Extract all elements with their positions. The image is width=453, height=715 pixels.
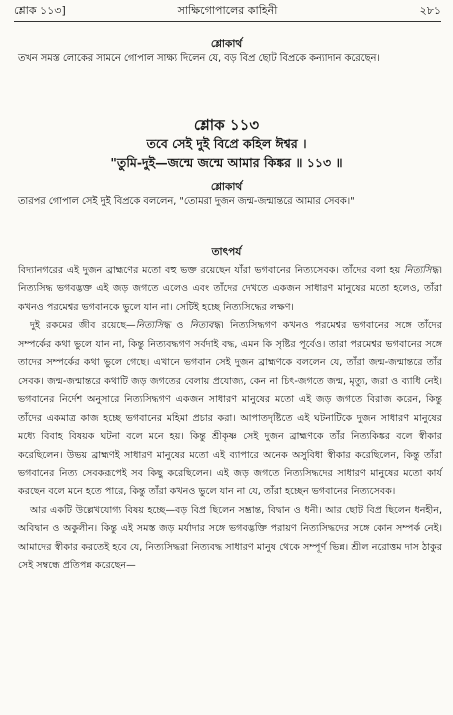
translation-text-1: তখন সমস্ত লোকের সামনে গোপাল সাক্ষ্য দিলেন যে, বড় বিপ্র ছোট বিপ্রকে কন্যাদান করেছেন।	[18, 53, 380, 64]
header-page-number: ২৮১	[419, 4, 441, 17]
purport-paragraph-2: দুই রকমের জীব রয়েছে—নিত্যসিদ্ধ ও নিত্যবদ্ধ। নিত্যসিদ্ধগণ কখনও পরমেশ্বর ভগবানের সঙ্গে তাঁদের সম্পর্কের কথা ভুলে যান না, কিন্তু নিত্যবদ্ধগণ সর্বদাই বদ্ধ, এমন কি সৃষ্টির পূর্বেও। তারা পরমেশ্বর ভগবানের সঙ্গে তাদের সম্পর্কের কথা ভুলে গেছে। এখানে ভগবান সেই দুজন ব্রাহ্মণকে বললেন যে, তাঁরা জন্ম-জন্মান্তরে তাঁর সেবক। জন্ম-জন্মান্তরে কথাটি জড় জগতের বেলায় প্রযোজ্য, কেন না চিৎ-জগতে জন্ম, মৃত্যু, জরা ও ব্যাধি নেই। ভগবানের নির্দেশ অনুসারে নিত্যসিদ্ধগণ একজন সাধারণ মানুষের মতো এই জড় জগতে বিরাজ করেন, কিন্তু তাঁদের একমাত্র কাজ হচ্ছে ভগবানের মহিমা প্রচার করা। আপাতদৃষ্টিতে এই ঘটনাটিকে দুজন সাধারণ মানুষের মধ্যে বিবাহ বিষয়ক ঘটনা বলে মনে হয়। কিন্তু শ্রীকৃষ্ণ সেই দুজন ব্রাহ্মণকে তাঁর নিত্যকিঙ্কর বলে স্বীকার করেছিলেন। উভয় ব্রাহ্মণই সাধারণ মানুষের মতো এই ব্যাপারে অনেক অসুবিধা স্বীকার করেছিলেন, কিন্তু তাঁরা ভগবানের নিত্য সেবকরূপেই সব কিছু করেছিলেন। এই জড় জগতে নিত্যসিদ্ধদের সাধারণ মানুষের মতো কার্য করছেন বলে মনে হতে পারে, কিন্তু তাঁরা কখনও ভুলে যান না যে, তাঁরা হচ্ছেন ভগবানের নিত্যসেবক।	[18, 320, 442, 498]
verse-line-2: "তুমি-দুই—জন্মে জন্মে আমার কিঙ্কর ॥ ১১৩ ॥	[110, 155, 343, 170]
purport-paragraph-1: বিদ্যানগরের এই দুজন ব্রাহ্মণের মতো বহু ভক্ত রয়েছেন যাঁরা ভগবানের নিত্যসেবক। তাঁদের বলা হয় নিত্যসিদ্ধ। নিত্যসিদ্ধ ভগবদ্ভক্ত এই জড় জগতে এলেও এবং তাঁদের দেখতে একজন সাধারণ মানুষের মতো হলেও, তাঁরা কখনও পরমেশ্বর ভগবানকে ভুলে যান না। সেটিই হচ্ছে নিত্যসিদ্ধের লক্ষণ।	[18, 265, 442, 313]
verse-number: শ্লোক ১১৩	[193, 116, 260, 134]
purport-label: তাৎপর্য	[211, 246, 242, 258]
header-rule	[14, 21, 441, 22]
header-verse-ref: শ্লোক ১১৩]	[14, 4, 66, 17]
running-header	[14, 2, 441, 20]
term-nityabaddha: নিত্যবদ্ধ	[189, 320, 221, 332]
purport-paragraph-3: আর একটি উল্লেখযোগ্য বিষয় হচ্ছে—বড় বিপ্র ছিলেন সম্ভ্রান্ত, বিদ্বান ও ধনী। আর ছোট বিপ্র ছিলেন ধনহীন, অবিদ্বান ও অকুলীন। কিন্তু এই সমস্ত জড় মর্যাদার সঙ্গে ভগবদ্ভক্তি পরায়ণ নিত্যসিদ্ধদের সঙ্গে কোন সম্পর্ক নেই। আমাদের স্বীকার করতেই হবে যে, নিত্যসিদ্ধরা নিত্যবদ্ধ সাধারণ মানুষ থেকে সম্পূর্ণ ভিন্ন। শ্রীল নরোত্তম দাস ঠাকুর সেই সম্বন্ধে প্রতিপন্ন করেছেন—	[18, 504, 442, 572]
translation-label-1: শ্লোকার্থ	[210, 38, 243, 50]
term-nityasiddha: নিত্যসিদ্ধ	[135, 320, 171, 332]
verse-line-1: তবে সেই দুই বিপ্রে কহিল ঈশ্বর ।	[146, 136, 307, 151]
purport-body	[18, 262, 442, 576]
translation-label-2: শ্লোকার্থ	[210, 181, 243, 193]
translation-text-2: তারপর গোপাল সেই দুই বিপ্রকে বললেন, "তোমরা দুজন জন্ম-জন্মান্তরে আমার সেবক।"	[18, 196, 355, 207]
header-chapter-title: সাক্ষিগোপালের কাহিনী	[177, 4, 278, 17]
term-nityasiddha: নিত্যসিদ্ধ	[403, 265, 439, 276]
